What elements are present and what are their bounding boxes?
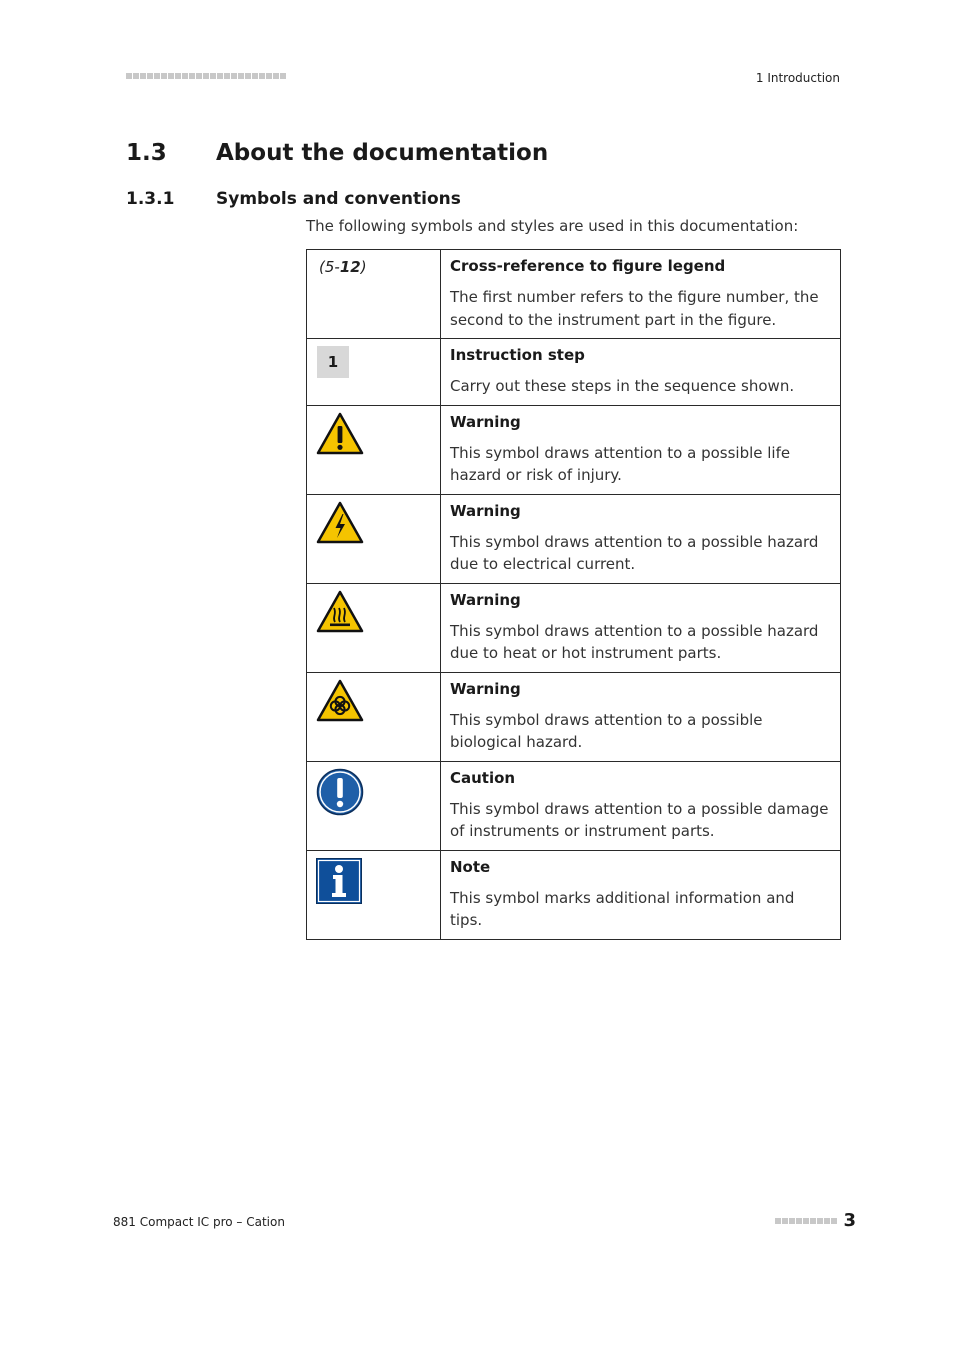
row-title: Caution: [450, 768, 516, 787]
description-cell: [441, 583, 841, 672]
symbols-table: [306, 249, 841, 940]
caution-icon: [316, 768, 364, 816]
hot-surface-icon: [316, 590, 364, 634]
table-row: [307, 761, 841, 850]
symbol-cell: [307, 339, 441, 406]
row-description: This symbol draws attention to a possible biological hazard.: [450, 710, 763, 751]
row-title: Instruction step: [450, 346, 585, 364]
chapter-header: 1 Introduction: [755, 71, 840, 85]
row-description: This symbol marks additional information and tips.: [450, 888, 795, 929]
intro-text: The following symbols and styles are used in this documentation:: [306, 217, 799, 235]
footer-page-indicator: [775, 1210, 856, 1231]
table-row: [307, 850, 841, 939]
row-title: Warning: [450, 501, 521, 520]
description-cell: [441, 405, 841, 494]
subsection-title: Symbols and conventions: [216, 189, 461, 209]
symbol-cell: [307, 672, 441, 761]
info-icon: [316, 858, 362, 904]
table-row: [307, 405, 841, 494]
general-warning-icon: [316, 412, 364, 456]
footer-product-name: 881 Compact IC pro – Cation: [113, 1215, 285, 1229]
description-cell: [441, 761, 841, 850]
description-cell: [441, 672, 841, 761]
description-cell: [441, 339, 841, 406]
table-row: [307, 250, 841, 339]
row-title: Warning: [450, 412, 521, 431]
subsection-number: 1.3.1: [126, 189, 175, 209]
electrical-hazard-icon: [316, 501, 364, 545]
symbol-cell: [307, 405, 441, 494]
table-row: [307, 672, 841, 761]
symbol-cell: [307, 761, 441, 850]
description-cell: [441, 850, 841, 939]
description-cell: [441, 494, 841, 583]
table-row: [307, 339, 841, 406]
row-title: Warning: [450, 590, 521, 609]
section-title: About the documentation: [216, 140, 549, 166]
cross-reference-example: (5-12): [319, 258, 367, 276]
biohazard-icon: [316, 679, 364, 723]
symbol-cell: [307, 583, 441, 672]
row-description: This symbol draws attention to a possible hazard due to heat or hot instrument parts.: [450, 621, 819, 662]
instruction-step-number: 1: [317, 346, 349, 378]
symbol-cell: [307, 250, 441, 339]
row-description: This symbol draws attention to a possible damage of instruments or instrument parts.: [450, 799, 829, 840]
row-title: Note: [450, 857, 491, 876]
table-row: [307, 583, 841, 672]
symbol-cell: [307, 850, 441, 939]
row-description: This symbol draws attention to a possible hazard due to electrical current.: [450, 532, 819, 573]
description-cell: [441, 250, 841, 339]
header-decoration: [126, 73, 286, 79]
row-title: Warning: [450, 679, 521, 698]
section-number: 1.3: [126, 140, 167, 166]
row-description: The first number refers to the figure number, the second to the instrument part in the figure.: [450, 288, 819, 329]
symbol-cell: [307, 494, 441, 583]
row-description: Carry out these steps in the sequence shown.: [450, 377, 795, 395]
row-description: This symbol draws attention to a possible life hazard or risk of injury.: [450, 443, 791, 484]
table-row: [307, 494, 841, 583]
page-number: 3: [843, 1210, 856, 1231]
footer-decoration: [775, 1218, 837, 1224]
row-title: Cross-reference to figure legend: [450, 257, 726, 275]
